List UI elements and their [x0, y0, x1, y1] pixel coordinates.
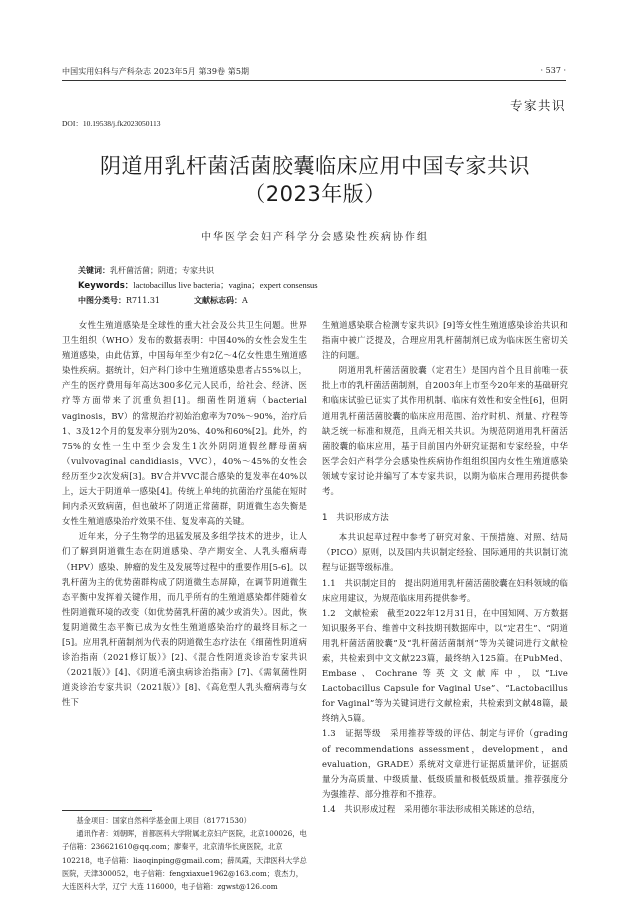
header-divider [62, 80, 566, 81]
title-line-1: 阴道用乳杆菌活菌胶囊临床应用中国专家共识 [100, 154, 530, 178]
journal-header: 中国实用妇科与产科杂志 2023年5月 第39卷 第5期 [62, 67, 250, 76]
body-paragraph: 本共识起草过程中参考了研究对象、干预措施、对照、结局（PICO）原则，以及国内共识制定经验、国际通用的共识制订流程与证据等级标准。 [322, 532, 568, 573]
page-number: · 537 · [540, 66, 566, 75]
article-title [0, 152, 630, 208]
footnote-divider [62, 810, 152, 811]
correspondence-note: 通讯作者：刘朝晖，首都医科大学附属北京妇产医院，北京100026，电子信箱：236621610@qq.com；廖秦平，北京清华长庚医院，北京102218，电子信箱：liaoqinping@gmail.com；薛凤霞，天津医科大学总医院，天津300052，电子信箱：fengxiaxue1962@163.com；袁杰力，大连医科大学，辽宁 大连 116000，电子信箱：zgwst@126.com [62, 829, 307, 892]
author-group: 中华医学会妇产科学分会感染性疾病协作组 [201, 232, 429, 243]
keywords-en-label: Keywords： [78, 281, 134, 291]
subsection-paragraph: 1.1 共识制定目的 提出阴道用乳杆菌活菌胶囊在妇科领域的临床应用建议，为规范临床用药提供参考。 [322, 577, 568, 603]
subsection-paragraph: 1.3 证据等级 采用推荐等级的评估、制定与评价（grading of recommendations assessment，development，and evaluation，GRADE）系统对文章进行证据质量评价，证据质量分为高质量、中级质量、低级质量和极低级质量。推荐强度分为强推荐、部分推荐和不推荐。 [322, 728, 568, 799]
body-paragraph: 近年来，分子生物学的迅猛发展及多组学技术的进步，让人们了解到阴道微生态在阴道感染、孕产期安全、人乳头瘤病毒（HPV）感染、肿瘤的发生及发展等过程中的重要作用[5-6]。以乳杆菌为主的优势菌群构成了阴道微生态屏障，在调节阴道微生态平衡中发挥着关键作用，而几乎所有的生殖道感染都伴随着女性阴道微环境的改变（如优势菌乳杆菌的减少或消失）。因此，恢复阴道微生态平衡已成为女性生殖道感染治疗的最终目标之一[5]。应用乳杆菌制剂为代表的阴道微生态疗法在《细菌性阴道病诊治指南（2021修订版）》[2]、《混合性阴道炎诊治专家共识（2021版）》[4]、《阴道毛滴虫病诊治指南》[7]、《需氧菌性阴道炎诊治专家共识（2021版）》[8]、《高危型人乳头瘤病毒与女性下 [62, 531, 307, 708]
keywords-cn [78, 264, 558, 277]
keywords-en [78, 279, 558, 293]
subsection-paragraph: 1.4 共识形成过程 采用德尔菲法形成相关陈述的总结， [322, 803, 541, 814]
keywords-cn-label: 关键词： [78, 266, 110, 275]
class-label: 中图分类号： [78, 296, 126, 305]
class-value: R711.31 [126, 296, 161, 305]
column-label: 专家共识 [509, 98, 566, 113]
footnote [62, 814, 307, 893]
doi: DOI：10.19538/j.fk2023050113 [62, 119, 161, 128]
subsection-paragraph: 1.2 文献检索 截至2022年12月31日，在中国知网、万方数据知识服务平台、维普中文科技期刊数据库中，以“定君生”、“阴道用乳杆菌活菌胶囊”及“乳杆菌活菌制剂”等为关键词进行文献检索，共检索到中文文献223篇，最终纳入125篇。在PubMed、Embase、Cochrane等英文文献库中，以“Live Lactobacillus Capsule for Vaginal Use”、“Lactobacillus for Vaginal”等为关键词进行文献检索，共检索到文献48篇，最终纳入5篇。 [322, 607, 568, 724]
fund-note: 基金项目：国家自然科学基金面上项目（81771530） [76, 816, 251, 825]
doc-code-label: 文献标志码： [194, 296, 243, 305]
section-heading: 1 共识形成方法 [322, 513, 389, 524]
doc-code-value: A [242, 296, 248, 305]
title-line-2: （2023年版） [244, 182, 386, 206]
keywords-cn-value: 乳杆菌活菌；阴道；专家共识 [110, 266, 214, 275]
left-column [62, 318, 307, 710]
classification [78, 294, 558, 307]
body-paragraph: 阴道用乳杆菌活菌胶囊（定君生）是国内首个且目前唯一获批上市的乳杆菌活菌制剂，自2003年上市至今20年来的基础研究和临床试验已证实了其作用机制、临床有效性和安全性[6]，但阴道用乳杆菌活菌胶囊的临床应用范围、治疗时机、剂量、疗程等缺乏统一标准和规范，且尚无相关共识。为规范阴道用乳杆菌活菌胶囊的临床应用，基于目前国内外研究证据和专家经验，中华医学会妇产科学分会感染性疾病协作组组织国内女性生殖道感染领域专家讨论并编写了本专家共识，以期为临床合理用药提供参考。 [322, 365, 568, 497]
body-paragraph: 女性生殖道感染是全球性的重大社会及公共卫生问题。世界卫生组织（WHO）发布的数据表明：中国40%的女性会发生生殖道感染，由此估算，中国每年至少有2亿～4亿女性患生殖道感染性疾病。据统计，妇产科门诊中生殖道感染患者占55%以上，产生的医疗费用每年高达300多亿元人民币，给社会、经济、医疗等方面带来了沉重负担[1]。细菌性阴道病（bacterial vaginosis，BV）的常规治疗初始治愈率为70%～90%，治疗后1、3及12个月的复发率分别为20%、40%和60%[2]。此外，约75%的女性一生中至少会发生1次外阴阴道假丝酵母菌病（vulvovaginal candidiasis，VVC），40%～45%的女性会经历至少2次发病[3]。BV合并VVC混合感染的复发率在40%以上，远大于阴道单一感染[4]。传统上单纯的抗菌治疗虽能在短时间内杀灭致病菌，但也破坏了阴道正常菌群，阴道微生态失衡是女性生殖道感染治疗效果不佳、复发率高的关键。 [62, 320, 307, 527]
right-column [322, 318, 568, 817]
body-paragraph: 生殖道感染联合检测专家共识》[9]等女性生殖道感染诊治共识和指南中被广泛提及，合理应用乳杆菌制剂已成为临床医生密切关注的问题。 [322, 320, 568, 361]
keywords-en-value: lactobacillus live bacteria；vagina；expert consensus [133, 280, 318, 290]
